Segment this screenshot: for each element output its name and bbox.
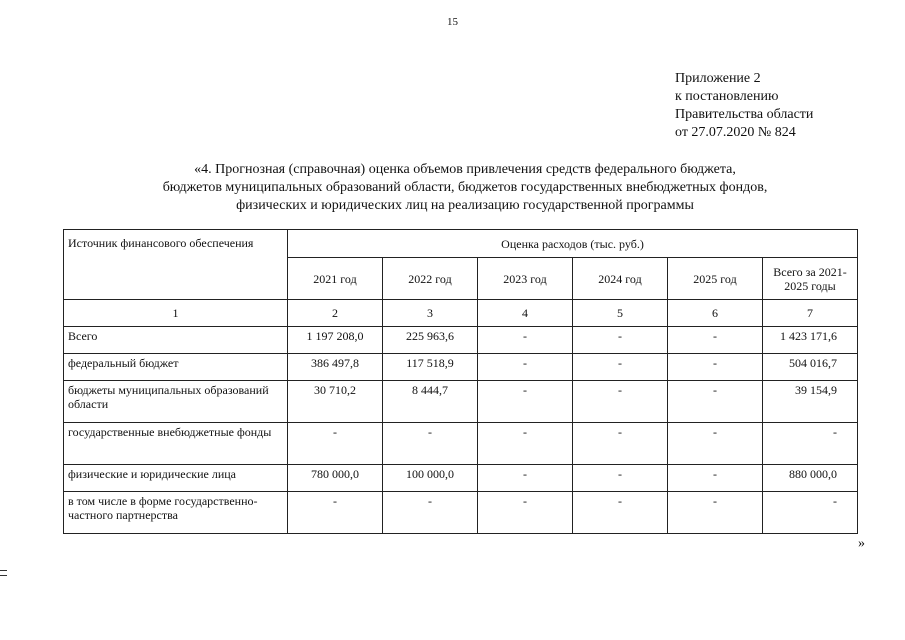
table-cell: - (288, 492, 383, 534)
table-cell: - (668, 465, 763, 492)
page-number: 15 (447, 16, 458, 28)
table-cell: 225 963,6 (383, 327, 478, 354)
total-header: Всего за 2021-2025 годы (763, 258, 858, 300)
table-cell: - (478, 423, 573, 465)
estimate-header: Оценка расходов (тыс. руб.) (288, 230, 858, 258)
table-cell: - (573, 423, 668, 465)
table-cell: 100 000,0 (383, 465, 478, 492)
table-row (64, 465, 858, 492)
table-cell: 386 497,8 (288, 354, 383, 381)
table-cell: 780 000,0 (288, 465, 383, 492)
table-cell: - (668, 492, 763, 534)
table-cell: 8 444,7 (383, 381, 478, 423)
table-cell: 1 423 171,6 (763, 327, 858, 354)
title-line: физических и юридических лиц на реализацию государственной программы (236, 198, 694, 213)
year-header: 2025 год (668, 258, 763, 300)
table-cell: - (668, 354, 763, 381)
column-number: 6 (668, 300, 763, 327)
table-row (64, 492, 858, 534)
table-cell: - (668, 381, 763, 423)
table-cell: - (478, 465, 573, 492)
column-number: 2 (288, 300, 383, 327)
row-label: федеральный бюджет (64, 354, 288, 381)
table-cell: - (763, 423, 858, 465)
table-cell: 1 197 208,0 (288, 327, 383, 354)
table-cell: 504 016,7 (763, 354, 858, 381)
appendix-line: от 27.07.2020 № 824 (675, 125, 796, 140)
column-number: 4 (478, 300, 573, 327)
title-line: «4. Прогнозная (справочная) оценка объемов привлечения средств федерального бюджета, (194, 162, 736, 177)
year-header: 2024 год (573, 258, 668, 300)
column-number-row (64, 300, 858, 327)
table-cell: - (288, 423, 383, 465)
row-label: бюджеты муниципальных образований области (64, 381, 288, 423)
table-cell: - (668, 423, 763, 465)
appendix-line: Правительства области (675, 107, 814, 122)
table-cell: 30 710,2 (288, 381, 383, 423)
year-header: 2023 год (478, 258, 573, 300)
title-line: бюджетов муниципальных образований области, бюджетов государственных внебюджетных фондов, (162, 180, 768, 195)
table-cell: - (478, 492, 573, 534)
column-number: 1 (64, 300, 288, 327)
table-row (64, 381, 858, 423)
table-cell: 880 000,0 (763, 465, 858, 492)
table-cell: 117 518,9 (383, 354, 478, 381)
document-title (95, 161, 835, 215)
row-label: в том числе в форме государственно-частного партнерства (64, 492, 288, 534)
funding-table (63, 229, 858, 534)
source-column-header: Источник финансового обеспечения (64, 230, 288, 300)
appendix-note (675, 70, 813, 142)
table-cell: - (763, 492, 858, 534)
row-label: физические и юридические лица (64, 465, 288, 492)
column-number: 5 (573, 300, 668, 327)
table-row (64, 327, 858, 354)
table-cell: - (383, 492, 478, 534)
row-label: Всего (64, 327, 288, 354)
table-cell: - (478, 327, 573, 354)
table-row (64, 423, 858, 465)
table-cell: - (478, 354, 573, 381)
appendix-line: к постановлению (675, 89, 779, 104)
table-row (64, 354, 858, 381)
table-cell: - (573, 354, 668, 381)
closing-quote: » (858, 536, 865, 551)
year-header: 2022 год (383, 258, 478, 300)
appendix-line: Приложение 2 (675, 71, 761, 86)
table-cell: - (573, 327, 668, 354)
row-label: государственные внебюджетные фонды (64, 423, 288, 465)
table-cell: - (478, 381, 573, 423)
margin-mark (0, 570, 7, 576)
table-cell: - (573, 465, 668, 492)
table-cell: - (573, 492, 668, 534)
table-cell: 39 154,9 (763, 381, 858, 423)
year-header: 2021 год (288, 258, 383, 300)
table-cell: - (573, 381, 668, 423)
column-number: 7 (763, 300, 858, 327)
column-number: 3 (383, 300, 478, 327)
table-cell: - (383, 423, 478, 465)
table-cell: - (668, 327, 763, 354)
